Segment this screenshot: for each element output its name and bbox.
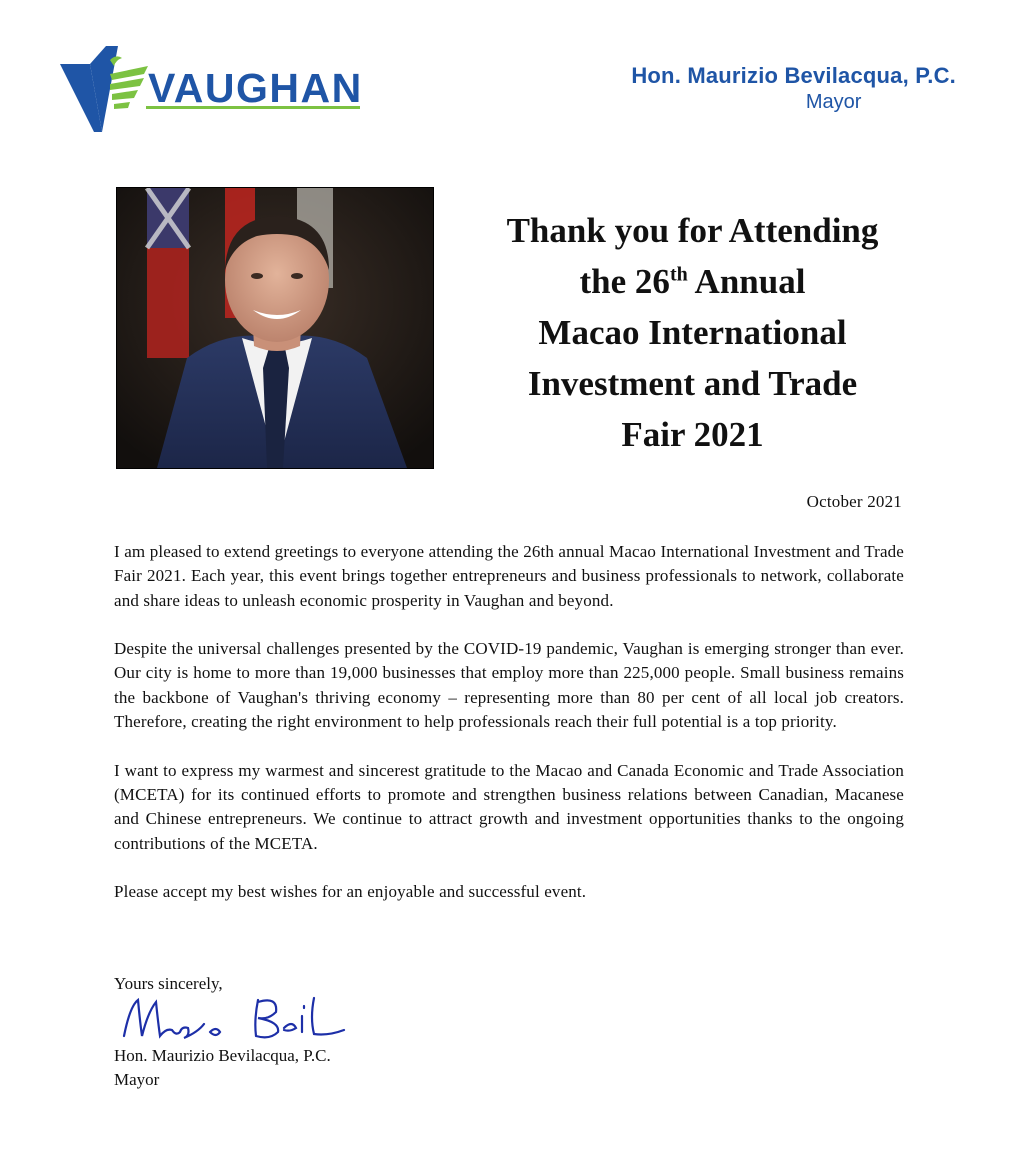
vaughan-logo: [60, 44, 370, 136]
letter-title: [480, 205, 905, 460]
title-line-5: Fair 2021: [621, 415, 764, 454]
title-line-3: Macao International: [538, 313, 847, 352]
title-line-4: Investment and Trade: [527, 364, 858, 403]
signature-block: [114, 1044, 331, 1092]
signatory-name: Hon. Maurizio Bevilacqua, P.C.: [114, 1046, 331, 1065]
header-mayor-role: Mayor: [805, 91, 862, 113]
letter-body: [114, 540, 904, 929]
body-paragraph-1: I am pleased to extend greetings to everyone attending the 26th annual Macao International Investment and Trade Fair 2021. Each year, this event brings together entrepreneurs and business professionals to network, collaborate and share ideas to unleash economic prosperity in Vaughan and beyond.: [114, 542, 904, 610]
mayor-header: [631, 62, 956, 114]
title-line-1: Thank you for Attending: [506, 211, 879, 250]
body-paragraph-4: Please accept my best wishes for an enjoyable and successful event.: [114, 882, 587, 902]
closing-line: Yours sincerely,: [114, 974, 223, 993]
signatory-role: Mayor: [114, 1070, 160, 1089]
logo-wordmark: VAUGHAN: [148, 65, 363, 111]
body-paragraph-3: I want to express my warmest and sincerest gratitude to the Macao and Canada Economic and Trade Association (MCETA) for its continued efforts to promote and strengthen business relations between Canadian, Macanese and Chinese entrepreneurs. We continue to attract growth and investment opportunities thanks to the ongoing contributions of the MCETA.: [114, 760, 904, 853]
title-line-2: the 26th Annual: [579, 262, 806, 301]
letter-date: October 2021: [806, 492, 902, 511]
header-mayor-name: Hon. Maurizio Bevilacqua, P.C.: [631, 63, 956, 88]
body-paragraph-2: Despite the universal challenges presented by the COVID-19 pandemic, Vaughan is emerging stronger than ever. Our city is home to more than 19,000 businesses that employ more than 225,000 people. Small business remains the backbone of Vaughan's thriving economy – representing more than 80 per cent of all local job creators. Therefore, creating the right environment to help professionals reach their full potential is a top priority.: [114, 639, 904, 732]
mayor-portrait-photo: [116, 187, 434, 469]
